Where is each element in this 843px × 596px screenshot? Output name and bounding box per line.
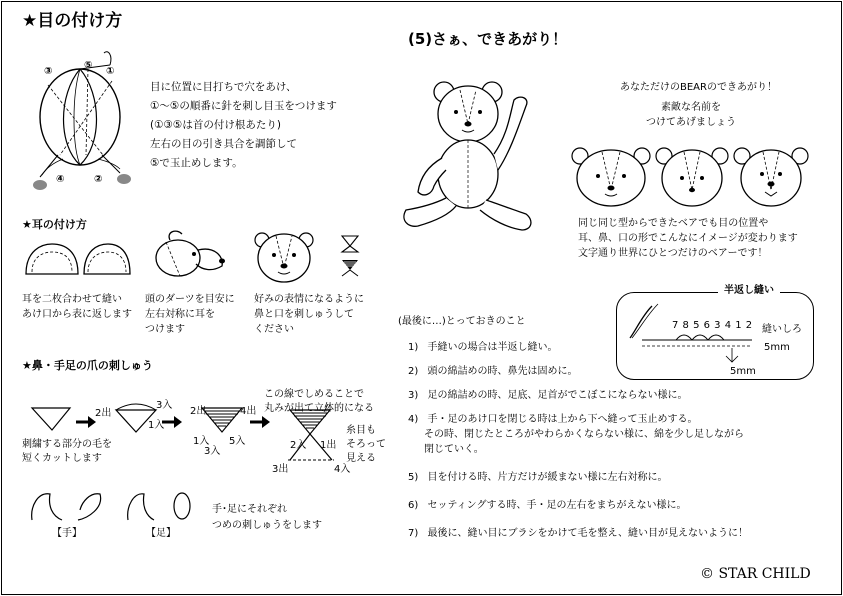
caption-line: この線でしめることで [264, 389, 364, 400]
eyes-title: ★目の付け方 [22, 11, 123, 31]
step-label: 4入 [334, 464, 351, 475]
backstitch-dim-1: 5mm [764, 342, 790, 353]
finished-bear-illustration [398, 74, 558, 234]
nose-note-top [264, 388, 374, 416]
tip-text: 頭の綿詰めの時、鼻先は固めに。 [427, 366, 578, 377]
tip-text: その時、閉じたところがやわらかくならない様に、綿を少し足しながら [424, 429, 744, 440]
ears-caption-1 [22, 292, 132, 322]
tip-number: 6) [408, 500, 419, 511]
ears-caption-2 [145, 292, 235, 337]
eyes-line: ①～⑤の順番に針を刺し目玉をつけます [150, 100, 337, 112]
nose-thread-diagram [338, 234, 362, 278]
finish-title: (5)さぁ、できあがり！ [408, 30, 568, 48]
caption-line: つけてあげましょう [646, 117, 736, 128]
caption-line: 短くカットします [22, 453, 102, 464]
tip-text: 手縫いの場合は半返し縫い。 [427, 342, 558, 353]
tip-item [408, 364, 748, 388]
caption-line: 素敵な名前を [661, 102, 721, 113]
tips-list [408, 340, 748, 550]
backstitch-dim-2: 5mm [730, 366, 756, 377]
caption-line: 左右対称に耳を [145, 309, 215, 320]
step-label: 1出 [320, 440, 337, 451]
eye-label-1: ① [106, 66, 115, 77]
tip-item [408, 526, 748, 550]
caption-line: そろって [346, 439, 386, 450]
step-label: 2出 [95, 408, 112, 419]
eyes-line: 目に位置に目打ちで穴をあけ、 [150, 81, 297, 93]
finish-bear-caption: あなただけのBEARのできあがり！ [620, 82, 777, 93]
tip-item [408, 340, 748, 360]
caption-line: 鼻と口を刺しゅうして [254, 309, 354, 320]
tip-number: 7) [408, 528, 419, 539]
tip-text: 手・足のあけ口を閉じる時は上から下へ縫って玉止めする。 [427, 414, 698, 425]
tip-text: セッティングする時、手・足の左右をまちがえない様に。 [427, 500, 687, 511]
backstitch-title: 半返し縫い [718, 283, 780, 299]
caption-line: つけます [145, 324, 185, 335]
nose-note-side [346, 424, 386, 466]
bear-face-2 [656, 148, 728, 206]
bear-faces-variations [572, 146, 812, 210]
caption-line: 見える [346, 453, 376, 464]
bear-face-diagram [254, 228, 314, 286]
foot-label: 【足】 [146, 528, 176, 539]
ear-pieces-diagram [22, 240, 132, 280]
tip-number: 4) [408, 414, 419, 425]
bear-face-3 [734, 148, 808, 206]
hand-paw-diagram [28, 488, 108, 524]
nose-caption-cut [22, 438, 112, 466]
step-label: 4出 [240, 406, 257, 417]
tip-item [408, 498, 748, 522]
caption-line: 頭のダーツを目安に [145, 294, 235, 305]
tip-item [408, 470, 748, 494]
eye-label-2: ② [94, 174, 103, 185]
caption-line: 耳を二枚合わせて縫い [22, 294, 122, 305]
tip-item [408, 388, 748, 412]
tip-item [408, 412, 748, 464]
eye-label-5: ⑤ [84, 60, 93, 71]
caption-line: 手･足にそれぞれ [212, 504, 287, 515]
caption-line: あけ口から表に返します [22, 309, 132, 320]
backstitch-numbers: 7 8 5 6 3 4 1 2 [672, 320, 753, 331]
eyes-line: (①③⑤は首の付け根あたり) [150, 119, 281, 131]
caption-line: ください [254, 324, 294, 335]
step-label: 3入 [156, 400, 173, 411]
step-label: 3出 [272, 464, 289, 475]
tip-number: 2) [408, 366, 419, 377]
foot-paw-diagram [124, 488, 194, 524]
backstitch-label: 縫いしろ [762, 324, 802, 335]
caption-line: 刺繍する部分の毛を [22, 439, 112, 450]
eyes-line: 左右の目の引き具合を調節して [150, 138, 297, 150]
nose-title: ★鼻・手足の爪の刺しゅう [22, 359, 153, 372]
step-label: 1入 [193, 436, 210, 447]
step-label: 3入 [204, 446, 221, 457]
caption-line: つめの刺しゅうをします [212, 520, 322, 531]
tip-number: 1) [408, 342, 419, 353]
step-label: 2入 [290, 440, 307, 451]
finish-name-caption [646, 100, 736, 130]
step-label: 5入 [229, 436, 246, 447]
caption-line: 好みの表情になるように [254, 294, 364, 305]
finish-faces-caption [578, 216, 798, 261]
caption-line: 耳、鼻、口の形でこんなにイメージが変わります [578, 233, 798, 244]
tips-title: (最後に…)とっておきのこと [398, 316, 526, 327]
tip-text: 目を付ける時、片方だけが緩まない様に左右対称に。 [427, 472, 668, 483]
caption-line: 同じ同じ型からできたベアでも目の位置や [578, 218, 769, 229]
caption-line: 丸みが出て立体的になる [264, 403, 374, 414]
tip-text: 足の綿詰めの時、足底、足首がでこぼこにならない様に。 [427, 390, 688, 401]
ears-caption-3 [254, 292, 364, 337]
copyright: © STAR CHILD [700, 566, 811, 582]
tip-number: 3) [408, 390, 419, 401]
bear-head-side-diagram [150, 228, 230, 288]
eyes-line: ⑤で玉止めします。 [150, 157, 243, 169]
bear-face-1 [572, 148, 650, 206]
tip-number: 5) [408, 472, 419, 483]
hand-label: 【手】 [52, 528, 82, 539]
caption-line: 文字通り世界にひとつだけのベアーです！ [578, 248, 768, 259]
step-label: 2出 [190, 406, 207, 417]
eyes-instructions [150, 78, 337, 173]
eye-label-4: ④ [56, 174, 65, 185]
tip-text: 最後に、縫い目にブラシをかけて毛を整え、縫い目が見えないように！ [427, 528, 749, 539]
claw-caption [212, 502, 322, 534]
tip-text: 閉じていく。 [424, 444, 484, 455]
ears-title: ★耳の付け方 [22, 218, 87, 231]
step-label: 1入 [148, 420, 165, 431]
eye-label-3: ③ [44, 66, 53, 77]
caption-line: 糸目も [346, 425, 376, 436]
